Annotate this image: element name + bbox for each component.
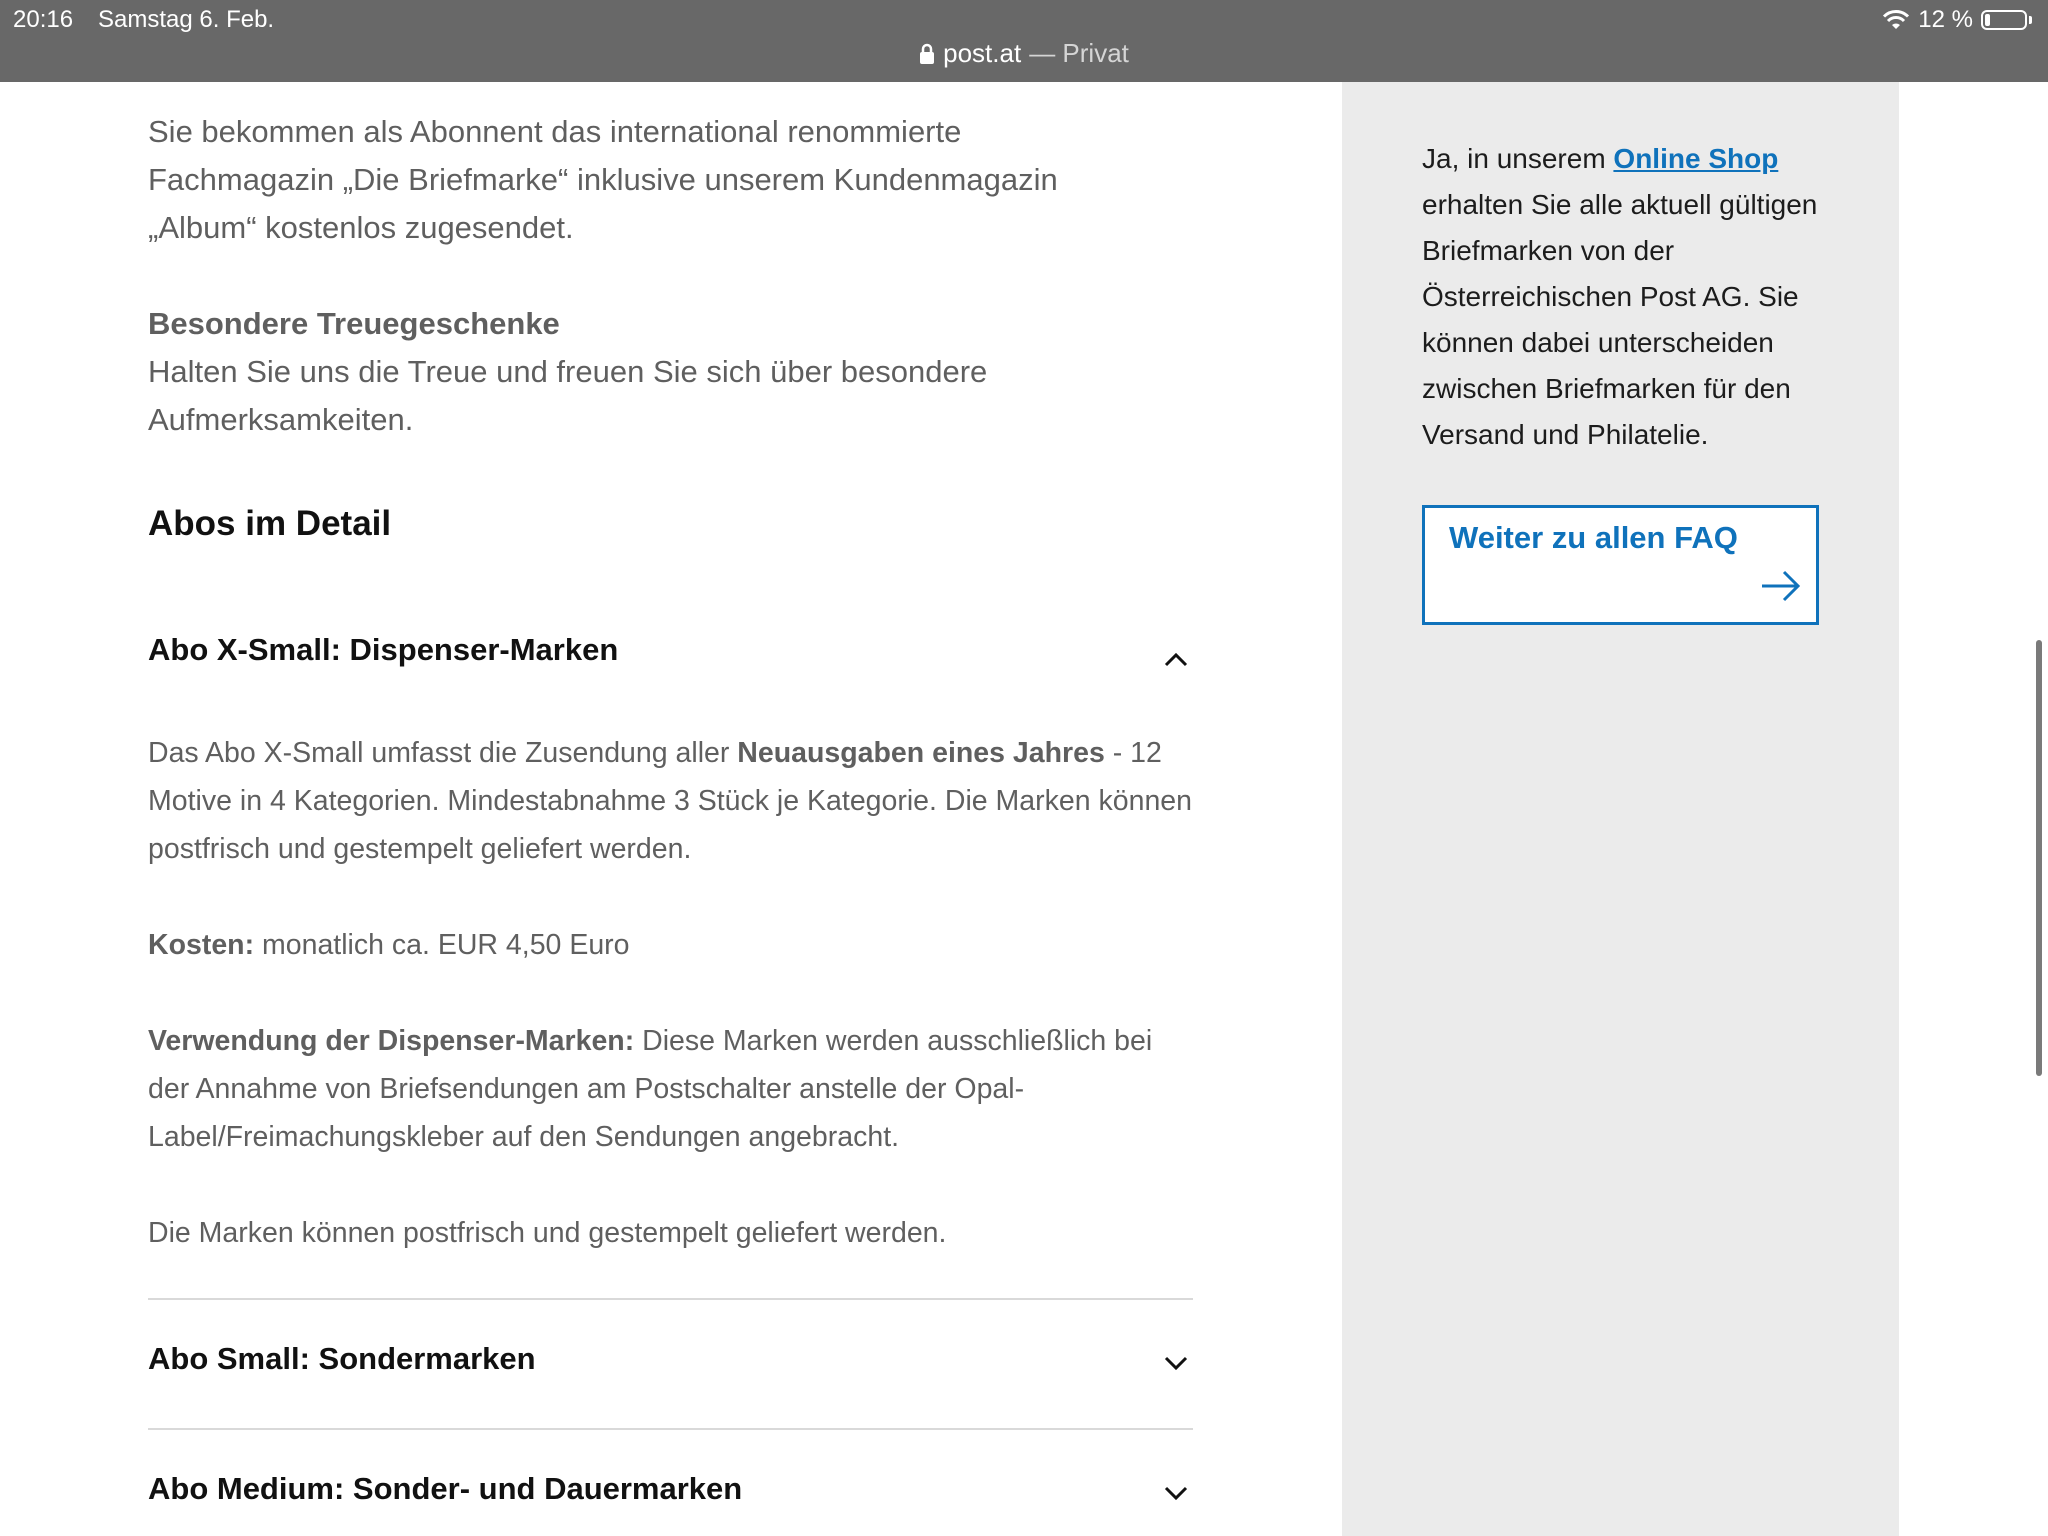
- arrow-right-icon: [1760, 568, 1802, 604]
- battery-nub: [2029, 16, 2032, 24]
- wifi-icon: [1882, 9, 1910, 31]
- all-faq-label: Weiter zu allen FAQ: [1449, 520, 1738, 555]
- xsmall-intro-bold: Neuausgaben eines Jahres: [737, 737, 1105, 769]
- accordion-title-xsmall: Abo X-Small: Dispenser-Marken: [148, 632, 619, 667]
- url-bar[interactable]: [0, 38, 2048, 69]
- magazine-text: Sie bekommen als Abonnent das international renommierte Fachmagazin „Die Briefmarke“ inklusive unserem Kundenmagazin „Album“ kostenlos zugesendet.: [148, 114, 1058, 245]
- sidebar-text-suffix: erhalten Sie alle aktuell gültigen Briefmarken von der Österreichischen Post AG. Sie können dabei unterscheiden zwischen Briefmarken für den Versand und Philatelie.: [1422, 189, 1818, 450]
- loyalty-heading: Besondere Treuegeschenke: [148, 306, 560, 341]
- cost-value: monatlich ca. EUR 4,50 Euro: [254, 929, 630, 961]
- xsmall-closing: Die Marken können postfrisch und gestempelt geliefert werden.: [148, 1217, 947, 1249]
- usage-label: Verwendung der Dispenser-Marken:: [148, 1025, 635, 1057]
- chevron-up-icon[interactable]: [1161, 645, 1191, 675]
- status-right: [1882, 6, 2032, 34]
- cost-label: Kosten:: [148, 929, 255, 961]
- battery-percent: 12 %: [1918, 6, 1973, 33]
- loyalty-text: Halten Sie uns die Treue und freuen Sie sich über besondere Aufmerksamkeiten.: [148, 354, 988, 437]
- lock-icon: [919, 43, 935, 65]
- xsmall-intro: [148, 729, 1200, 873]
- battery-fill: [1985, 14, 1990, 26]
- usage-text: Diese Marken werden ausschließlich bei der Annahme von Briefsendungen am Postschalter anstelle der Opal-Label/Freimachungskleber auf den Sendungen angebracht.: [148, 1025, 1153, 1153]
- status-date: Samstag 6. Feb.: [98, 6, 275, 33]
- accordion-title-small: Abo Small: Sondermarken: [148, 1341, 536, 1376]
- sidebar-answer-text: [1422, 136, 1842, 458]
- page-scrollbar[interactable]: [2036, 640, 2042, 1076]
- browser-top-bar: [0, 0, 2048, 82]
- accordion-divider: [148, 1298, 1193, 1300]
- section-heading: Abos im Detail: [148, 504, 392, 543]
- chevron-down-icon[interactable]: [1161, 1478, 1191, 1508]
- online-shop-link[interactable]: Online Shop: [1613, 143, 1779, 174]
- xsmall-intro-suffix: - 12 Motive in 4 Kategorien. Mindestabnahme 3 Stück je Kategorie. Die Marken können postfrisch und gestempelt geliefert werden.: [148, 737, 1193, 865]
- sidebar-text-prefix: Ja, in unserem: [1422, 143, 1614, 174]
- chevron-down-icon[interactable]: [1161, 1348, 1191, 1378]
- xsmall-intro-prefix: Das Abo X-Small umfasst die Zusendung aller: [148, 737, 738, 769]
- status-time: 20:16: [13, 6, 74, 33]
- xsmall-usage: [148, 1017, 1200, 1161]
- all-faq-button[interactable]: [1422, 505, 1819, 625]
- accordion-divider: [148, 1428, 1193, 1430]
- url-host: post.at: [943, 38, 1022, 68]
- accordion-title-medium: Abo Medium: Sonder- und Dauermarken: [148, 1471, 743, 1506]
- xsmall-cost: [148, 921, 1200, 969]
- url-private-mode: — Privat: [1029, 38, 1129, 68]
- battery-icon: [1981, 10, 2027, 30]
